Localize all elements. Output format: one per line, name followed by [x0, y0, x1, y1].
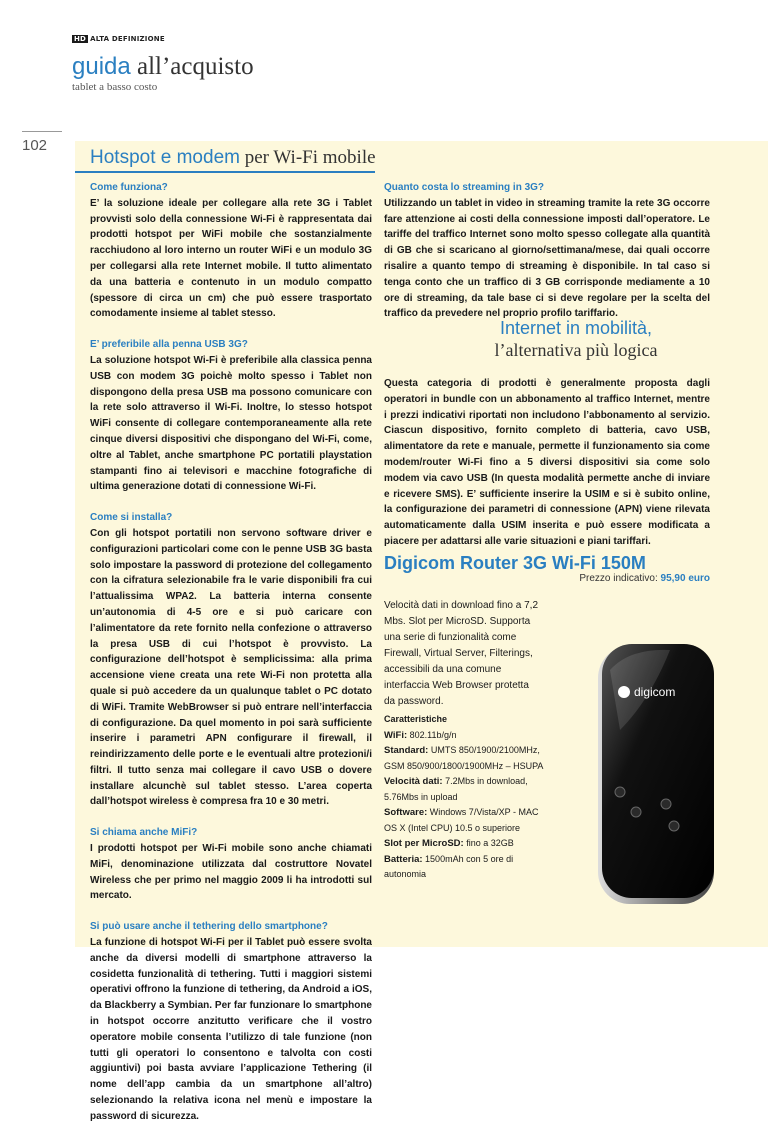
spec-row	[384, 728, 544, 744]
specs-title: Caratteristiche	[384, 714, 448, 724]
section-subtitle: tablet a basso costo	[72, 81, 158, 93]
right-column-faq	[384, 180, 710, 322]
article-title-accent: Hotspot e modem	[90, 147, 240, 168]
spec-row	[384, 805, 544, 836]
faq-item	[90, 825, 372, 904]
spec-label: WiFi:	[384, 729, 408, 741]
spec-label: Slot per MicroSD:	[384, 838, 464, 849]
faq-item	[90, 919, 372, 1124]
faq-item	[90, 180, 372, 322]
page-number-rule	[22, 131, 62, 132]
faq-answer: I prodotti hotspot per Wi-Fi mobile sono anche chiamati MiFi, denominazione utilizzata dal costruttore Novatel Wireless che per primo nel maggio 2009 li ha introdotti sul mercato.	[90, 843, 372, 902]
faq-answer: Utilizzando un tablet in video in streaming tramite la rete 3G occorre fare attenzione ai costi della connessione imposti dall’operatore. Le tariffe del traffico Internet sono molto spesso collegate alla quantità di GB che si scaricano al giorno/settimana/mese, dai quali occorre risalire a quanto tempo di streaming è disponibile. In tal caso si tenga conto che un traffico di 3 GB corrisponde mediamente a 10 ore di streaming, da tale base ci si deve regolare per la scelta del traffico da prevedere nel proprio profilo tariffario.	[384, 197, 710, 320]
faq-question: Si chiama anche MiFi?	[90, 827, 198, 839]
spec-value: fino a 32GB	[463, 838, 514, 848]
page-number: 102	[22, 137, 48, 154]
section-heading-accent: guida	[72, 53, 131, 80]
article-title	[90, 147, 376, 169]
faq-question: Quanto costa lo streaming in 3G?	[384, 182, 545, 193]
wifi-led-icon	[615, 787, 625, 797]
spec-label: Standard:	[384, 745, 429, 756]
product-title: Digicom Router 3G Wi-Fi 150M	[384, 553, 646, 573]
faq-answer: La funzione di hotspot Wi-Fi per il Tablet può essere svolta anche da diversi modelli di smartphone attraverso la cosidetta funzionalità di tethering. Tutti i maggiori sistemi operativi offrono la funzione di tethering, da Android a iOS, da Blackberry a Symbian. Per far funzionare lo smartphone in hotspot occorre anzitutto verificare che il vostro operatore mobile consenta l’utilizzo di tale funzione (non tutti gli operatori lo consentono e talvolta con costi aggiuntivi) poi basta avviare l’applicazione Tethering (il nome dell’app cambia da un smartphone all’altro) selezionando la relativa icona nel menù e impostare la password di sicurezza.	[90, 937, 372, 1122]
faq-answer: E’ la soluzione ideale per collegare alla rete 3G i Tablet provvisti solo della connessione Wi-Fi è rappresentata dai prodotti hotspot per WiFi mobile che sostanzialmente racchiudono al loro interno un router WiFi e un modulo 3G per collegarsi alla rete Internet mobile. Il tutto alimentato da una batteria e contenuto in un modulo compatto (spessore di circa un cm) che può essere trasportato comodamente insieme al tablet stesso.	[90, 197, 372, 320]
subheading-line1: Internet in mobilità,	[499, 318, 653, 338]
faq-question: Si può usare anche il tethering dello smartphone?	[90, 921, 328, 933]
spec-value: Windows 7/Vista/XP - MAC OS X (Intel CPU) 10.5 o superiore	[384, 807, 539, 833]
faq-question: Come si installa?	[90, 512, 173, 524]
digicom-logo-icon	[618, 686, 630, 698]
spec-row	[384, 774, 544, 805]
product-specs	[384, 712, 544, 883]
signal-led-icon	[661, 799, 671, 809]
faq-question: E’ preferibile alla penna USB 3G?	[90, 339, 248, 351]
spec-value: UMTS 850/1900/2100MHz, GSM 850/900/1800/1900MHz – HSUPA	[384, 745, 544, 771]
spec-value: 1500mAh con 5 ore di autonomia	[384, 853, 514, 879]
spec-label: Software:	[384, 807, 428, 818]
subheading-line2: l’alternativa più logica	[494, 340, 658, 360]
logo-text: ALTA DEFINIZIONE	[90, 35, 165, 43]
spec-row	[384, 836, 544, 852]
router-device-image	[590, 640, 720, 910]
spec-row	[384, 852, 544, 883]
faq-question: Come funziona?	[90, 182, 168, 193]
faq-item	[90, 510, 372, 810]
device-brand: digicom	[634, 685, 676, 699]
spec-label: Batteria:	[384, 853, 423, 865]
spec-row	[384, 743, 544, 774]
spec-label: Velocità dati:	[384, 776, 443, 787]
faq-item	[90, 337, 372, 495]
hd-badge: HD	[74, 35, 87, 43]
left-column	[90, 180, 372, 1125]
article-title-rule	[75, 171, 375, 173]
price-value: 95,90 euro	[660, 573, 710, 584]
battery-led-icon	[631, 807, 641, 817]
section-heading-rest: all’acquisto	[130, 53, 254, 80]
price-label: Prezzo indicativo:	[579, 573, 661, 584]
spec-value: 7.2Mbs in download, 5.76Mbs in upload	[384, 776, 528, 802]
spec-value: 802.11b/g/n	[407, 729, 457, 740]
section-heading	[72, 53, 254, 81]
article-title-rest: per Wi-Fi mobile	[239, 147, 376, 168]
faq-answer: La soluzione hotspot Wi-Fi è preferibile alla classica penna USB con modem 3G poichè molto spesso i Tablet non dispongono della presa USB ma possono comunicare con la rete solo attraverso il Wi-Fi. Inoltre, lo stesso hotspot WiFi consente di collegare contemporaneamente alla rete cinque diversi dispositivi che dispongano del Wi-Fi, come, oltre al Tablet, anche smartphone PC portatili playstation stampanti fino ai televisori e macchine fotografiche di ultima generazione dotati di connessione Wi-Fi.	[90, 354, 372, 493]
power-led-icon	[669, 821, 679, 831]
magazine-logo	[72, 35, 165, 43]
intro-paragraph: Questa categoria di prodotti è generalmente proposta dagli operatori in bundle con un abbonamento al traffico Internet, mentre i prezzi indicativi riportati non includono l’abbonamento al servizio. Ciascun dispositivo, fornito completo di batteria, cavo USB, alimentatore da rete e manuale, permette il funzionamento sia come modem/router Wi-Fi fino a 5 diversi dispositivi sia come solo modem via cavo USB (In questa modalità permette anche di inviare e ricevere SMS). E’ sufficiente inserire la USIM e si è subito online, la configurazione dei parametri di connessione (APN) viene rilevata automaticamente dalla USIM inserita e può essere modificata a piacere per adattarsi alle varie situazioni e piani tariffari.	[384, 378, 710, 547]
subheading	[384, 317, 768, 361]
product-description: Velocità dati in download fino a 7,2 Mbs. Slot per MicroSD. Supporta una serie di funzionalità come Firewall, Virtual Server, Filterings, accessibili da una comune interfaccia Web Browser protetta da password.	[384, 600, 538, 707]
product-price	[565, 573, 710, 584]
faq-answer: Con gli hotspot portatili non servono software driver e configurazioni particolari come con le penne USB 3G basta solo impostare la password di protezione del collegamento con la cifratura selezionabile fra le varie disponibili fra cui l’attualissima WPA2. La batteria interna consente un’autonomia di 4-5 ore e si può caricare con l’alimentatore da rete fornito nella confezione o attraverso la presa USB di cui l’hotspot è provvisto. La configurazione dell’hotspot è semplicissima: alla prima accensione viene creata una rete Wi-Fi non protetta alla quale si può accedere da un qualunque tablet o PC dotato di WiFi. Tramite WebBrowser si può entrare nell’interfaccia di configurazione. Da quel momento in poi sarà sufficiente inserire i parametri APN configurare il firewall, il reindirizzamento delle porte e le eventuali altre protezioni/i filtri. Il tutto senza mai collegare il cavo USB o dovere installare alcunchè sul tablet stesso. L’area coperta dall’hotspot wireless è compresa fra 10 e 30 metri.	[90, 527, 372, 808]
